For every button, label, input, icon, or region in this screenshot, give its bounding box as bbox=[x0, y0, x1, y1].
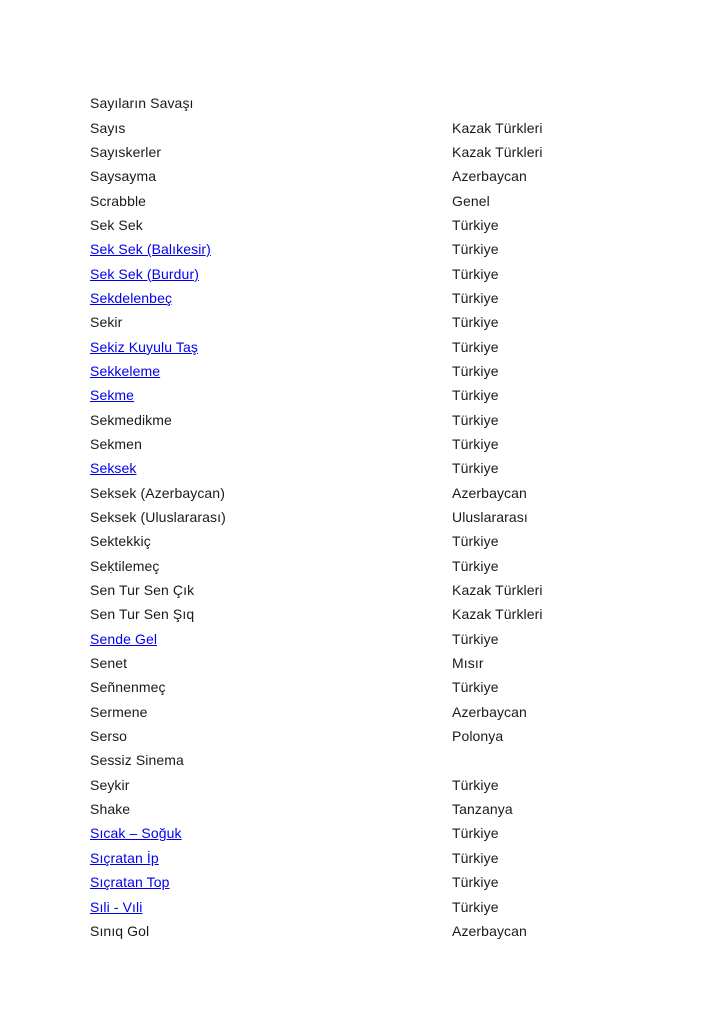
game-country: Türkiye bbox=[452, 435, 499, 452]
game-link[interactable]: Sıçratan İp bbox=[90, 849, 159, 866]
game-country: Türkiye bbox=[452, 849, 499, 866]
game-country: Türkiye bbox=[452, 898, 499, 915]
game-link[interactable]: Seksek bbox=[90, 460, 137, 477]
list-item bbox=[90, 359, 724, 383]
list-item bbox=[90, 164, 724, 188]
list-item bbox=[90, 334, 724, 358]
game-link[interactable]: Sıcak – Soğuk bbox=[90, 825, 182, 842]
game-country: Azerbaycan bbox=[452, 703, 527, 720]
game-country: Türkiye bbox=[452, 874, 499, 891]
game-country: Türkiye bbox=[452, 216, 499, 233]
list-item bbox=[90, 188, 724, 212]
game-name: Seksek (Uluslararası) bbox=[90, 509, 226, 526]
list-item bbox=[90, 456, 724, 480]
game-link[interactable]: Sekme bbox=[90, 387, 135, 404]
game-name: Sayıskerler bbox=[90, 143, 162, 160]
game-name: Señnenmeç bbox=[90, 679, 166, 696]
game-name: Serso bbox=[90, 728, 128, 745]
game-country: Azerbaycan bbox=[452, 484, 527, 501]
list-item bbox=[90, 724, 724, 748]
game-link[interactable]: Sek Sek (Balıkesir) bbox=[90, 241, 211, 258]
game-country: Polonya bbox=[452, 728, 504, 745]
game-name: Sermene bbox=[90, 703, 148, 720]
game-country: Genel bbox=[452, 192, 490, 209]
list-item bbox=[90, 846, 724, 870]
game-country: Türkiye bbox=[452, 265, 499, 282]
list-item bbox=[90, 578, 724, 602]
game-country: Uluslararası bbox=[452, 509, 528, 526]
game-country: Azerbaycan bbox=[452, 168, 527, 185]
game-name: Sek Sek bbox=[90, 216, 143, 233]
list-item bbox=[90, 554, 724, 578]
game-country: Türkiye bbox=[452, 289, 499, 306]
game-country: Türkiye bbox=[452, 630, 499, 647]
game-name: Seykir bbox=[90, 776, 130, 793]
game-country: Kazak Türkleri bbox=[452, 582, 543, 599]
list-item bbox=[90, 529, 724, 553]
list-item bbox=[90, 748, 724, 772]
list-item bbox=[90, 797, 724, 821]
game-name: Sen Tur Sen Çık bbox=[90, 582, 195, 599]
list-item bbox=[90, 651, 724, 675]
list-item bbox=[90, 140, 724, 164]
game-link[interactable]: Sekiz Kuyulu Taş bbox=[90, 338, 198, 355]
list-item bbox=[90, 505, 724, 529]
game-name: Scrabble bbox=[90, 192, 147, 209]
game-link[interactable]: Sekkeleme bbox=[90, 362, 161, 379]
list-item bbox=[90, 700, 724, 724]
list-item bbox=[90, 286, 724, 310]
game-name: Senet bbox=[90, 655, 128, 672]
game-country: Türkiye bbox=[452, 411, 499, 428]
game-link[interactable]: Sek Sek (Burdur) bbox=[90, 265, 199, 282]
game-name: Sekmedikme bbox=[90, 411, 172, 428]
game-name: Sınıq Gol bbox=[90, 922, 150, 939]
game-link[interactable]: Sıçratan Top bbox=[90, 874, 170, 891]
game-country: Türkiye bbox=[452, 241, 499, 258]
game-name: Sekir bbox=[90, 314, 123, 331]
game-name: Seksek (Azerbaycan) bbox=[90, 484, 225, 501]
game-name: Sektekkiç bbox=[90, 533, 151, 550]
list-item bbox=[90, 237, 724, 261]
game-name: Sekmen bbox=[90, 435, 142, 452]
game-name: Sayıs bbox=[90, 119, 126, 136]
list-item bbox=[90, 481, 724, 505]
games-list bbox=[90, 91, 724, 943]
game-country: Kazak Türkleri bbox=[452, 143, 543, 160]
list-item bbox=[90, 919, 724, 943]
list-item bbox=[90, 432, 724, 456]
game-country: Türkiye bbox=[452, 314, 499, 331]
list-item bbox=[90, 821, 724, 845]
list-item bbox=[90, 383, 724, 407]
game-name: Shake bbox=[90, 801, 131, 818]
list-item bbox=[90, 261, 724, 285]
game-name: Seḳtilemeç bbox=[90, 557, 160, 574]
game-name: Saysayma bbox=[90, 168, 157, 185]
list-item bbox=[90, 675, 724, 699]
list-item bbox=[90, 627, 724, 651]
game-name: Sen Tur Sen Şıq bbox=[90, 606, 195, 623]
game-name: Sessiz Sinema bbox=[90, 752, 184, 769]
list-item bbox=[90, 894, 724, 918]
game-country: Türkiye bbox=[452, 460, 499, 477]
list-item bbox=[90, 115, 724, 139]
list-item bbox=[90, 870, 724, 894]
game-country: Mısır bbox=[452, 655, 484, 672]
game-country: Türkiye bbox=[452, 533, 499, 550]
list-item bbox=[90, 91, 724, 115]
game-country: Azerbaycan bbox=[452, 922, 527, 939]
game-country: Tanzanya bbox=[452, 801, 513, 818]
game-country: Türkiye bbox=[452, 557, 499, 574]
game-name: Sayıların Savaşı bbox=[90, 95, 194, 112]
list-item bbox=[90, 602, 724, 626]
game-country: Kazak Türkleri bbox=[452, 119, 543, 136]
game-country: Türkiye bbox=[452, 387, 499, 404]
list-item bbox=[90, 407, 724, 431]
game-country: Türkiye bbox=[452, 679, 499, 696]
list-item bbox=[90, 310, 724, 334]
game-link[interactable]: Sekdelenbeç bbox=[90, 289, 173, 306]
list-item bbox=[90, 773, 724, 797]
game-country: Türkiye bbox=[452, 338, 499, 355]
game-link[interactable]: Sıli - Vıli bbox=[90, 898, 143, 915]
game-country: Kazak Türkleri bbox=[452, 606, 543, 623]
list-item bbox=[90, 213, 724, 237]
game-country: Türkiye bbox=[452, 776, 499, 793]
game-link[interactable]: Sende Gel bbox=[90, 630, 158, 647]
game-country: Türkiye bbox=[452, 825, 499, 842]
game-country: Türkiye bbox=[452, 362, 499, 379]
